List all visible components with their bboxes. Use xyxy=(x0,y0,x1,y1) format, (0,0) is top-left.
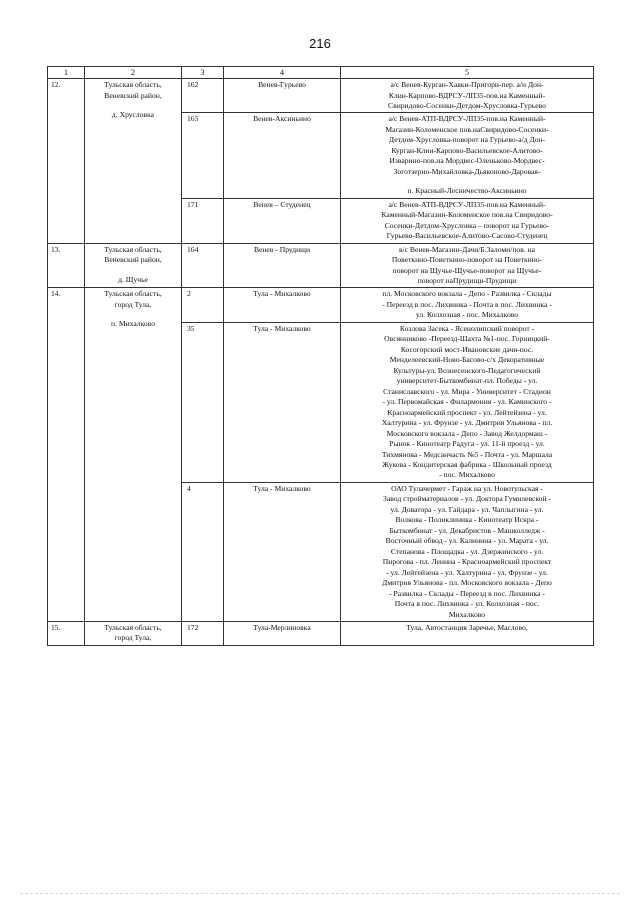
region-line xyxy=(88,310,178,319)
route-path-line xyxy=(344,177,590,186)
row-number: 13. xyxy=(48,243,85,288)
region-line: город Тула, xyxy=(114,633,152,643)
route-path-line: ОАО Тулачермет - Гараж на ул. Новотульская - xyxy=(391,483,543,493)
region-line: Тульская область, xyxy=(104,623,162,632)
route-path-line: Поветкино-Поветкино-поворот на Поветкино- xyxy=(391,255,543,265)
route-path-line: Свиридово-Сосенки-Детдом-Хрусловка-Гурьево xyxy=(388,100,546,110)
route-path xyxy=(341,198,594,243)
route-code: 2 xyxy=(182,288,224,322)
region-line: п. Михалково xyxy=(110,319,156,329)
table-row xyxy=(48,243,594,288)
route-path-line: Зоготзерно-Михайловка-Дьяконово-Даровая- xyxy=(393,166,541,176)
route-path xyxy=(341,243,594,288)
region-line: Веневский район, xyxy=(104,255,162,265)
region-line: Веневский район, xyxy=(104,90,162,100)
route-path-line: Станиславского - ул. Мира - Университет - Стадион xyxy=(383,386,551,396)
route-name: Тула - Михалково xyxy=(224,288,341,322)
route-path-line: Тихмянова - Медсанчасть №5 - Почта - ул. Маршала xyxy=(381,449,553,459)
route-name: Тула - Михалково xyxy=(224,322,341,482)
region-cell xyxy=(85,79,182,244)
region-cell xyxy=(85,288,182,622)
route-code: 164 xyxy=(182,243,224,288)
table-header-row xyxy=(48,67,594,79)
route-path-line: Изварино-пов.на Мордвес-Оленьково-Мордвес- xyxy=(389,156,545,166)
region-line: Тульская область, xyxy=(104,80,162,90)
route-path-line: Дмитрия Ульянова - пл. Московского вокзала - Депо xyxy=(382,578,552,588)
row-number: 12. xyxy=(48,79,85,244)
route-path-line: - Развилка - Склады - Переезд в пос. Лихвинка - xyxy=(389,588,545,598)
route-path-line: Восточный обвод - ул. Калинина - ул. Марата - ул. xyxy=(385,536,549,546)
route-code: 162 xyxy=(182,79,224,113)
route-path-line: - ул. Первомайская - Филармония - ул. Каминского - xyxy=(382,397,552,407)
col-header-2: 2 xyxy=(85,67,182,79)
route-path-line: Степанова - Площадка - ул. Дзержинского - ул. xyxy=(390,546,544,556)
route-path-line: Овсянниково -Переезд-Шахта №1-пос. Горницкий- xyxy=(384,334,550,344)
table-body xyxy=(48,79,594,646)
route-code: 165 xyxy=(182,113,224,198)
region-line: д. Щучье xyxy=(118,274,148,284)
col-header-3: 3 xyxy=(182,67,224,79)
route-path-line: - ул. Лейтейзена - ул. Халтурина - ул. Фрунзе - ул. xyxy=(386,567,548,577)
route-path-line: Рынок - Кинотеатр Радуга - ул. 11-й проезд - ул. xyxy=(389,439,545,449)
row-number: 15. xyxy=(48,622,85,646)
region-cell xyxy=(85,622,182,646)
table-row xyxy=(48,79,594,113)
route-path-line: поворот наПрудищи-Прудищи xyxy=(417,276,517,285)
route-path-line: Красноармейский проспект - ул. Лейтейзена - ул. xyxy=(387,407,547,417)
route-path-line: Косогорский мост-Ивановские дачи-пос. xyxy=(400,344,534,354)
route-name: Венев – Студенец xyxy=(224,198,341,243)
col-header-1: 1 xyxy=(48,67,85,79)
route-name: Венев-Гурьево xyxy=(224,79,341,113)
route-name: Тула - Михалково xyxy=(224,482,341,621)
route-path-line: в/с Венев-Магазин-Дачи/Б.Заломи/пов. на xyxy=(398,244,536,254)
route-path-line: ул. Доватора - ул. Гайдара - ул. Чаплыгина - ул. xyxy=(390,504,544,514)
route-path-line: Сосенки-Детдом-Хрусловка – поворот на Гурьево- xyxy=(384,220,550,230)
route-path xyxy=(341,622,594,646)
route-path-line: Менделеевский-Ново-Басово-с/х Декоративные xyxy=(389,355,545,365)
row-number: 14. xyxy=(48,288,85,622)
route-path-line: пл. Московского вокзала - Депо - Развилка - Склады xyxy=(382,289,552,299)
route-path-line: Завод стройматериалов - ул. Доктора Гумилевской - xyxy=(383,494,551,504)
route-path xyxy=(341,288,594,322)
route-path-line: Курган-Клин-Карпово-Васильевское-Алитово- xyxy=(391,145,543,155)
page-number: 216 xyxy=(309,36,331,51)
route-path-line: поворот на Щучье-Щучье-поворот на Щучье- xyxy=(392,265,542,275)
route-path-line: Волкова - Поликлиника - Кинотеатр Искра - xyxy=(395,515,539,525)
col-header-5: 5 xyxy=(341,67,594,79)
route-path-line: Культуры-ул. Вознесенского-Педагогический xyxy=(393,365,541,375)
route-path-line: Жукова - Кондитерская фабрика - Школьный проезд xyxy=(382,459,552,469)
route-code: 171 xyxy=(182,198,224,243)
route-path-line: а/с Венев-Курган-Хавки-Пригори-пер. а/н Дон- xyxy=(390,80,544,90)
route-path-line: п. Красный-Лесничество-Аксиньино xyxy=(407,186,527,196)
route-path-line: Быткомбинат - ул. Декабристов - Машколледж - xyxy=(389,525,545,535)
route-table xyxy=(47,66,594,646)
table-row xyxy=(48,622,594,646)
region-line: город Тула, xyxy=(114,299,152,309)
route-path-line: ул. Колхозная - пос. Михалково xyxy=(415,310,519,320)
scan-edge-marks xyxy=(20,893,620,898)
route-path-line: - пос. Михалково xyxy=(439,470,495,480)
route-path-line: Халтурина - ул. Фрунзе - ул. Дмитрия Ульянова - пл. xyxy=(381,418,553,428)
col-header-4: 4 xyxy=(224,67,341,79)
route-path xyxy=(341,113,594,198)
route-path-line: Гурьево-Васильевское-Алитово-Сасово-Студенец xyxy=(386,231,548,241)
route-name: Венев-Аксиньино xyxy=(224,113,341,198)
route-path-line: - Переезд в пос. Лихвинка - Почта в пос. Лихвинка - xyxy=(382,299,552,309)
route-code: 4 xyxy=(182,482,224,621)
route-path-line: Михалково xyxy=(448,609,486,619)
route-code: 35 xyxy=(182,322,224,482)
region-cell xyxy=(85,243,182,288)
route-path-line: Магазин-Коломенское пов.наСвиридово-Сосенки- xyxy=(385,124,549,134)
route-path-line: а/с Венев-АТП-ВДРСУ-ЛП35-пов.на Каменный- xyxy=(388,114,546,124)
route-name: Тула-Мерлиновка xyxy=(224,622,341,646)
route-path-line: а/с Венев-АТП-ВДРСУ-ЛП35-пов.на Каменный- xyxy=(388,199,546,209)
route-path-line: Тула, Автостанция Заречье, Маслово, xyxy=(406,623,528,632)
route-name: Венев - Прудищи xyxy=(224,243,341,288)
route-path-line: Козлова Засека - Ясенолипский поворот - xyxy=(399,323,535,333)
table-row xyxy=(48,288,594,322)
region-line xyxy=(88,101,178,110)
route-path-line: Московского вокзала - Депо - Завод Желдормаш - xyxy=(386,428,548,438)
region-line: д. Хрусловка xyxy=(111,109,155,119)
route-path-line: Детдом-Хрусловка-поворот на Гурьево-а/д Дон- xyxy=(388,135,546,145)
route-path xyxy=(341,482,594,621)
route-path-line: Почта в пос. Лихвинка - ул. Колхозная - пос. xyxy=(394,599,540,609)
route-path-line: университет-Быткомбинат-пл. Победы - ул. xyxy=(396,376,538,386)
region-line xyxy=(88,266,178,275)
region-line: Тульская область, xyxy=(104,244,162,254)
route-path-line: Пирогова - пл. Ленина - Красноармейский проспект xyxy=(382,557,552,567)
region-line: Тульская область, xyxy=(104,289,162,299)
route-path xyxy=(341,79,594,113)
route-code: 172 xyxy=(182,622,224,646)
route-path-line: Клин-Карпово-ВДРСУ-ЛП35-пов.на Каменный- xyxy=(388,90,546,100)
route-path xyxy=(341,322,594,482)
route-path-line: Каменный-Магазин-Коломенское пов.на Свиридово- xyxy=(381,210,553,220)
